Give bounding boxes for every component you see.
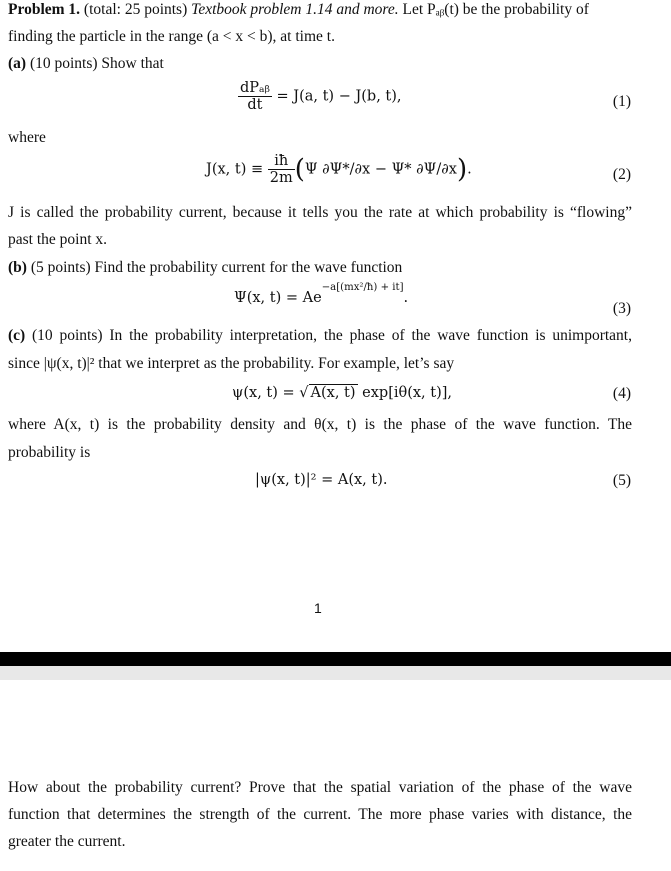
part-c-text-4: probability is [8, 444, 91, 461]
equation-4: ψ(x, t) = √ A(x, t) exp[iθ(x, t)], [232, 385, 453, 401]
problem-line-2: finding the particle in the range (a < x < b), at time t. [8, 28, 335, 45]
current-text-1: J is called the probability current, because it tells you the rate at which probability is “flowing” [8, 204, 632, 221]
eq4-tail: exp[iθ(x, t)], [362, 385, 453, 401]
part-a-label: (a) [8, 55, 27, 72]
part-c-text: (10 points) In the probability interpretation, the phase of the wave function is unimportant, [25, 327, 632, 344]
eq4-lhs: ψ(x, t) = [232, 385, 295, 401]
eq4-number: (4) [612, 385, 631, 402]
part-c-label: (c) [8, 327, 26, 344]
problem-label: Problem 1. [8, 1, 81, 18]
eq2-coefficient: $\frac{iħ}{2m}$ [269, 153, 293, 186]
equation-2: J(x, t) ≡ $\frac{iħ}{2m}$ (Ψ ∂Ψ*/∂x − Ψ* ∂Ψ/∂x). [206, 153, 472, 186]
part-a-text: (10 points) Show that [26, 55, 164, 72]
page-separator [0, 666, 671, 680]
where-text: where [8, 129, 46, 146]
page2-line-1: How about the probability current? Prove that the spatial variation of the phase of the wave [8, 779, 632, 796]
current-text-2: past the point x. [8, 231, 108, 248]
part-c-text-2: since |ψ(x, t)|² that we interpret as the probability. For example, let’s say [8, 355, 455, 372]
part-b-heading [8, 258, 402, 278]
problem-intro: Let Pₐᵦ(t) be the probability of [398, 1, 589, 18]
eq1-number: (1) [612, 93, 631, 110]
eq4-sqrt: A(x, t) [310, 385, 356, 401]
part-b-label: (b) [8, 259, 27, 276]
page2-line-3: greater the current. [8, 833, 126, 850]
eq1-rhs: = J(a, t) − J(b, t), [276, 88, 402, 105]
eq2-number: (2) [612, 166, 631, 183]
eq3-exponent: −a[(mx²/ħ) + it] [321, 282, 404, 293]
page2-line-2: function that determines the strength of the current. The more phase varies with distance, the [8, 806, 632, 823]
problem-reference: Textbook problem 1.14 and more. [191, 1, 399, 18]
page-number: 1 [314, 600, 322, 616]
eq3-number: (3) [612, 300, 631, 317]
part-b-text: (5 points) Find the probability current for the wave function [26, 259, 403, 276]
eq3-lhs: Ψ(x, t) = Ae [234, 289, 322, 306]
eq2-lhs: J(x, t) ≡ [206, 161, 264, 178]
part-c-text-3: where A(x, t) is the probability density and θ(x, t) is the phase of the wave function. The [8, 416, 632, 433]
page-gap [0, 652, 671, 666]
part-c-heading [8, 326, 632, 346]
equation-5: |ψ(x, t)|² = A(x, t). [255, 472, 388, 488]
problem-heading [8, 0, 589, 20]
equation-1 [238, 80, 402, 113]
equation-3 [234, 282, 409, 306]
eq3-period: . [403, 289, 409, 306]
eq5-number: (5) [612, 472, 631, 489]
eq1-fraction: $\frac{\text{dPₐᵦ}}{dt}$ [240, 80, 270, 113]
problem-points: (total: 25 points) [80, 1, 192, 18]
page-2 [0, 680, 671, 871]
eq2-body: Ψ ∂Ψ*/∂x − Ψ* ∂Ψ/∂x [304, 161, 457, 178]
part-a-heading [8, 54, 164, 74]
